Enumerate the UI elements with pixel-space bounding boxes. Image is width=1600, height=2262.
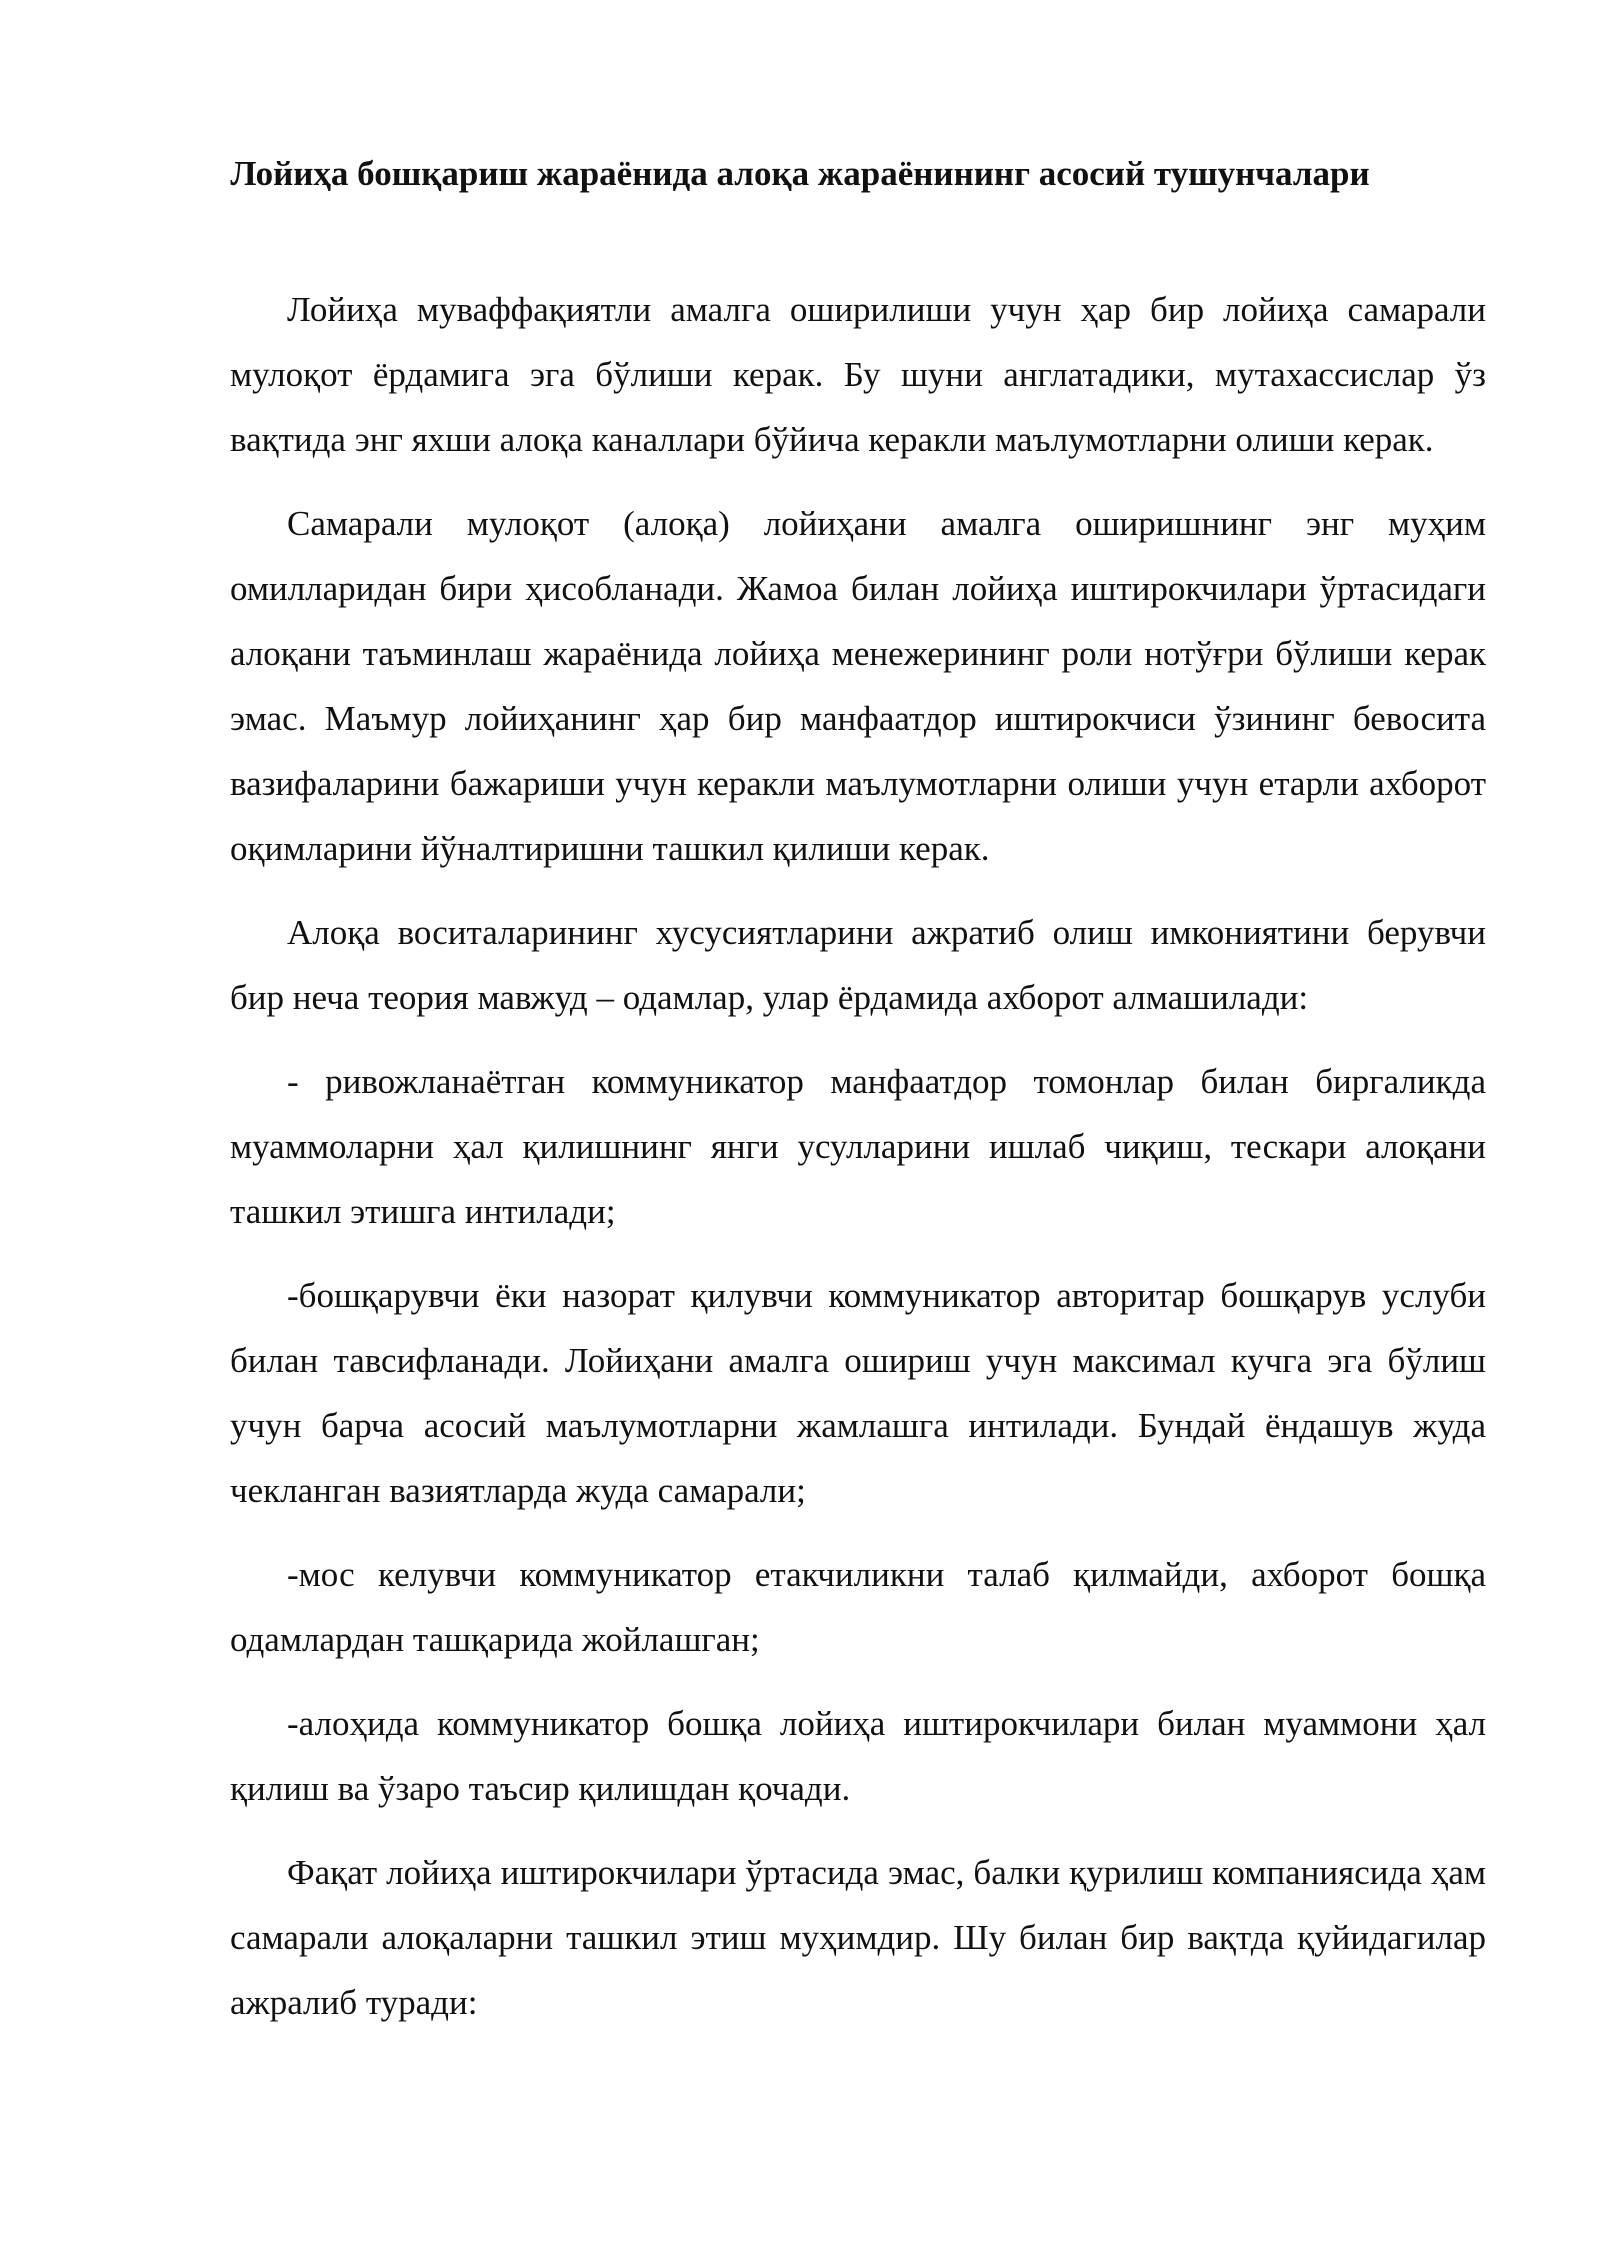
list-item-paragraph: -алоҳида коммуникатор бошқа лойиҳа иштирокчилари билан муаммони ҳал қилиш ва ўзаро таъсир қилишдан қочади. <box>230 1704 1486 1808</box>
list-item-paragraph: -мос келувчи коммуникатор етакчиликни талаб қилмайди, ахборот бошқа одамлардан ташқарида жойлашган; <box>230 1555 1486 1659</box>
list-item-paragraph: - ривожланаётган коммуникатор манфаатдор томонлар билан биргаликда муаммоларни ҳал қилишнинг янги усулларини ишлаб чиқиш, тескари алоқани ташкил этишга интилади; <box>230 1062 1486 1231</box>
paragraph: Самарали мулоқот (алоқа) лойиҳани амалга оширишнинг энг муҳим омилларидан бири ҳисобланади. Жамоа билан лойиҳа иштирокчилари ўртасидаги алоқани таъминлаш жараёнида лойиҳа менежерининг роли нотўғри бўлиши керак эмас. Маъмур лойиҳанинг ҳар бир манфаатдор иштирокчиси ўзининг бевосита вазифаларини бажариши учун керакли маълумотларни олиши учун етарли ахборот оқимларини йўналтиришни ташкил қилиши керак. <box>230 504 1486 868</box>
paragraph: Фақат лойиҳа иштирокчилари ўртасида эмас, балки қурилиш компаниясида ҳам самарали алоқаларни ташкил этиш муҳимдир. Шу билан бир вақтда қуйидагилар ажралиб туради: <box>230 1853 1486 2022</box>
paragraph: Алоқа воситаларининг хусусиятларини ажратиб олиш имкониятини берувчи бир неча теория мавжуд – одамлар, улар ёрдамида ахборот алмашилади: <box>230 913 1486 1017</box>
list-item-paragraph: -бошқарувчи ёки назорат қилувчи коммуникатор авторитар бошқарув услуби билан тавсифланади. Лойиҳани амалга ошириш учун максимал кучга эга бўлиш учун барча асосий маълумотларни жамлашга интилади. Бундай ёндашув жуда чекланган вазиятларда жуда самарали; <box>230 1276 1486 1510</box>
document-title: Лойиҳа бошқариш жараёнида алоқа жараёнининг асосий тушунчалари <box>230 154 1370 193</box>
paragraph: Лойиҳа муваффақиятли амалга оширилиши учун ҳар бир лойиҳа самарали мулоқот ёрдамига эга бўлиши керак. Бу шуни англатадики, мутахассислар ўз вақтида энг яхши алоқа каналлари бўйича керакли маълумотларни олиши керак. <box>230 290 1486 459</box>
document-body <box>230 277 1486 2054</box>
